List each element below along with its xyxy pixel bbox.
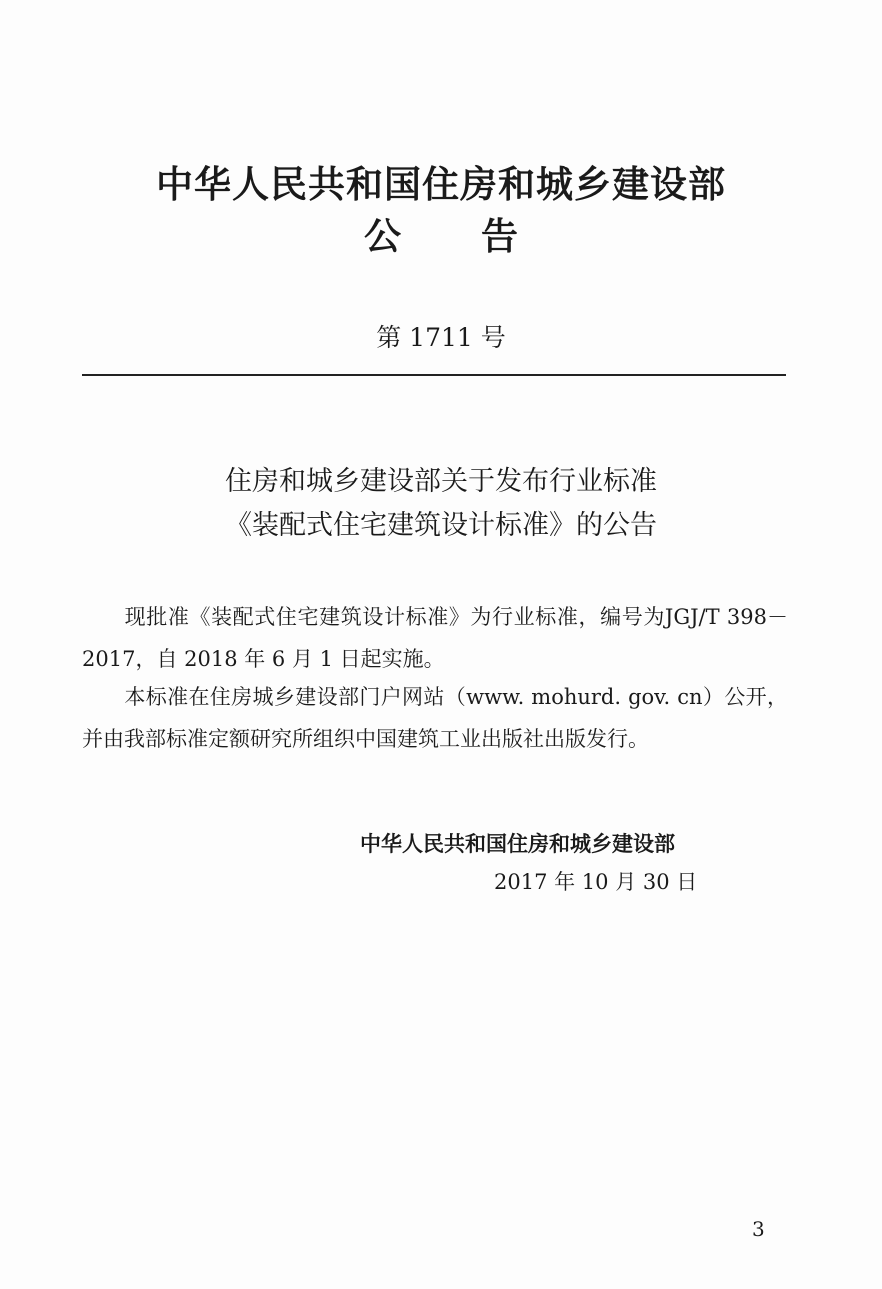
body-paragraph-1 <box>82 596 788 680</box>
announcement-heading-line1: 住房和城乡建设部关于发布行业标准 <box>225 466 657 497</box>
announcement-heading-line2: 《装配式住宅建筑设计标准》的公告 <box>225 510 657 541</box>
body-paragraph-2 <box>82 676 788 760</box>
notice-number: 第 1711 号 <box>376 323 506 352</box>
paragraph-1-text: 现批准《装配式住宅建筑设计标准》为行业标准，编号为JGJ/T 398－2017，自 2018 年 6 月 1 日起实施。 <box>82 605 788 671</box>
paragraph-2-text: 本标准在住房城乡建设部门户网站（www. mohurd. gov. cn）公开，并由我部标准定额研究所组织中国建筑工业出版社出版发行。 <box>82 685 788 751</box>
notice-title: 公告 <box>364 215 598 258</box>
signature-organization: 中华人民共和国住房和城乡建设部 <box>360 832 675 856</box>
page-number: 3 <box>752 1217 765 1241</box>
signature-date: 2017 年 10 月 30 日 <box>494 870 698 894</box>
divider-rule <box>82 374 786 376</box>
ministry-title: 中华人民共和国住房和城乡建设部 <box>156 163 726 206</box>
